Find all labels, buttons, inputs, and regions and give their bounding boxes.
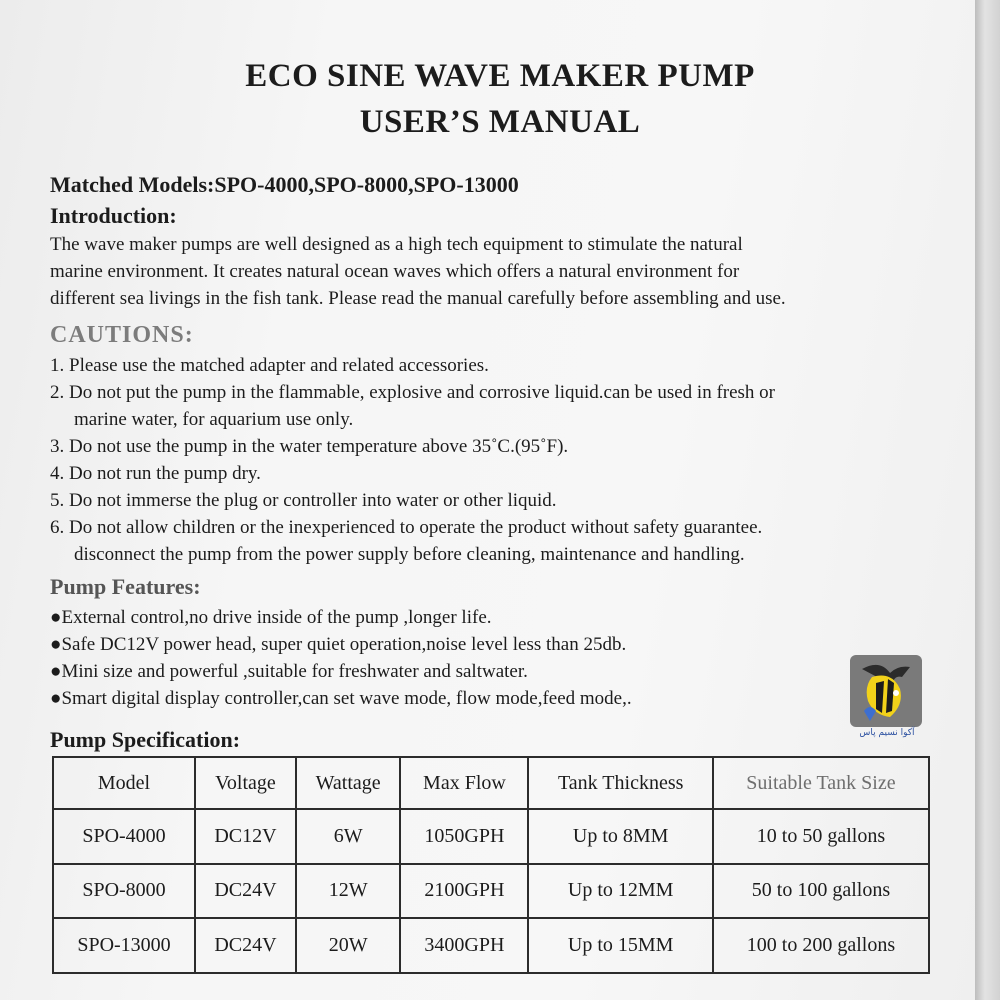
caution-item: disconnect the pump from the power supply before cleaning, maintenance and handling.: [74, 544, 745, 565]
fish-logo-icon: [850, 655, 922, 727]
cell-tank-thickness: Up to 15MM: [528, 918, 712, 973]
col-wattage: Wattage: [296, 757, 401, 809]
intro-line: The wave maker pumps are well designed as a high tech equipment to stimulate the natural: [50, 234, 743, 255]
col-tank-size: Suitable Tank Size: [713, 757, 929, 809]
col-tank-thickness: Tank Thickness: [528, 757, 712, 809]
introduction-heading: Introduction:: [50, 203, 177, 228]
cell-tank-size: 100 to 200 gallons: [713, 918, 929, 973]
feature-item: ●Smart digital display controller,can set wave mode, flow mode,feed mode,.: [50, 688, 632, 709]
cell-tank-size: 10 to 50 gallons: [713, 809, 929, 864]
cell-voltage: DC24V: [195, 864, 296, 919]
feature-item: ●Mini size and powerful ,suitable for freshwater and saltwater.: [50, 661, 528, 682]
spec-heading: Pump Specification:: [50, 727, 241, 752]
table-row: [53, 918, 929, 973]
feature-item: ●External control,no drive inside of the pump ,longer life.: [50, 607, 492, 628]
cell-wattage: 12W: [296, 864, 401, 919]
caution-item: 2. Do not put the pump in the flammable, explosive and corrosive liquid.can be used in fresh or: [50, 382, 775, 403]
caution-item: 6. Do not allow children or the inexperienced to operate the product without safety guarantee.: [50, 517, 763, 538]
intro-line: marine environment. It creates natural ocean waves which offers a natural environment for: [50, 261, 740, 282]
features-heading: Pump Features:: [50, 574, 201, 599]
col-model: Model: [53, 757, 195, 809]
cell-wattage: 6W: [296, 809, 401, 864]
cell-max-flow: 3400GPH: [400, 918, 528, 973]
title-line-2: USER’S MANUAL: [359, 104, 641, 140]
caution-item: 5. Do not immerse the plug or controller into water or other liquid.: [50, 490, 557, 511]
cell-voltage: DC24V: [195, 918, 296, 973]
caution-item: 3. Do not use the pump in the water temperature above 35˚C.(95˚F).: [50, 436, 569, 457]
col-voltage: Voltage: [195, 757, 296, 809]
table-row: [53, 864, 929, 919]
spec-table: [52, 756, 930, 974]
caution-item: 4. Do not run the pump dry.: [50, 463, 261, 484]
title-line-1: ECO SINE WAVE MAKER PUMP: [245, 58, 755, 94]
caution-item: 1. Please use the matched adapter and related accessories.: [50, 355, 489, 376]
cell-max-flow: 1050GPH: [400, 809, 528, 864]
spec-header-row: [53, 757, 929, 809]
feature-item: ●Safe DC12V power head, super quiet operation,noise level less than 25db.: [50, 634, 627, 655]
col-max-flow: Max Flow: [400, 757, 528, 809]
cell-tank-size: 50 to 100 gallons: [713, 864, 929, 919]
cell-tank-thickness: Up to 8MM: [528, 809, 712, 864]
cell-model: SPO-8000: [53, 864, 195, 919]
page-edge: [975, 0, 1000, 1000]
intro-line: different sea livings in the fish tank. Please read the manual carefully before assembling and use.: [50, 288, 786, 309]
cell-tank-thickness: Up to 12MM: [528, 864, 712, 919]
cell-voltage: DC12V: [195, 809, 296, 864]
cell-wattage: 20W: [296, 918, 401, 973]
watermark-caption: آکوا نسیم پاس: [859, 728, 915, 738]
cautions-heading: CAUTIONS:: [50, 322, 194, 348]
cell-max-flow: 2100GPH: [400, 864, 528, 919]
caution-item: marine water, for aquarium use only.: [74, 409, 354, 430]
cell-model: SPO-4000: [53, 809, 195, 864]
cell-model: SPO-13000: [53, 918, 195, 973]
matched-models: Matched Models:SPO-4000,SPO-8000,SPO-13000: [50, 172, 519, 197]
table-row: [53, 809, 929, 864]
